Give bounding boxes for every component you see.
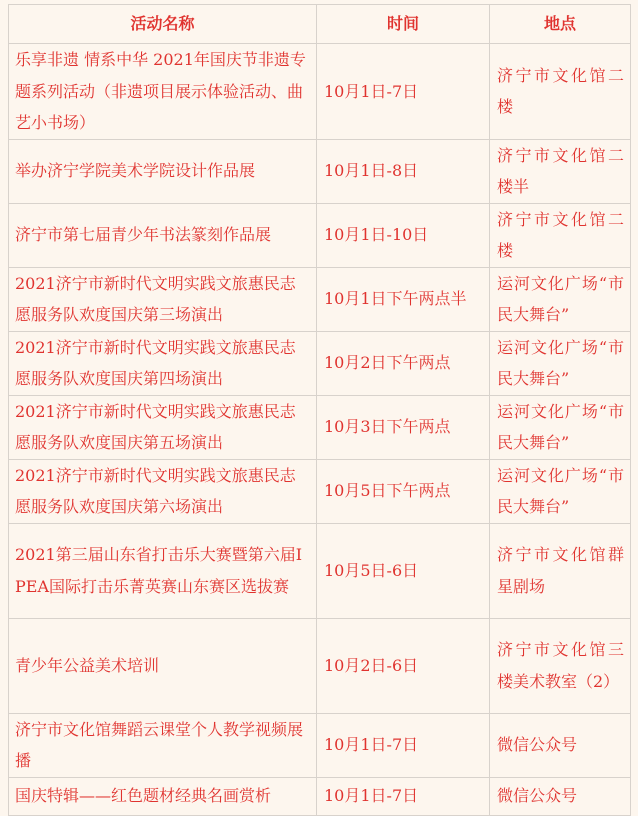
table-row [9, 139, 631, 203]
activity-time: 10月1日-7日 [317, 713, 490, 777]
table-row [9, 777, 631, 815]
activity-name: 乐享非遗 情系中华 2021年国庆节非遗专题系列活动（非遗项目展示体验活动、曲艺小书场） [9, 44, 317, 140]
activity-place: 运河文化广场“市民大舞台” [490, 267, 631, 331]
activity-time: 10月1日-8日 [317, 139, 490, 203]
activity-name: 2021济宁市新时代文明实践文旅惠民志愿服务队欢度国庆第四场演出 [9, 331, 317, 395]
activity-place: 运河文化广场“市民大舞台” [490, 331, 631, 395]
activity-name: 2021济宁市新时代文明实践文旅惠民志愿服务队欢度国庆第六场演出 [9, 459, 317, 523]
table-row [9, 44, 631, 140]
activity-time: 10月1日下午两点半 [317, 267, 490, 331]
table-row [9, 395, 631, 459]
activity-place: 济宁市文化馆二楼 [490, 203, 631, 267]
header-place: 地点 [490, 5, 631, 44]
table-row [9, 331, 631, 395]
header-name: 活动名称 [9, 5, 317, 44]
activity-name: 国庆特辑——红色题材经典名画赏析 [9, 777, 317, 815]
activity-name: 青少年公益美术培训 [9, 618, 317, 713]
activity-name: 举办济宁学院美术学院设计作品展 [9, 139, 317, 203]
header-row [9, 5, 631, 44]
activity-place: 济宁市文化馆群星剧场 [490, 523, 631, 618]
activity-place: 济宁市文化馆二楼 [490, 44, 631, 140]
activity-name: 2021济宁市新时代文明实践文旅惠民志愿服务队欢度国庆第三场演出 [9, 267, 317, 331]
table-row [9, 203, 631, 267]
activity-table [8, 4, 631, 816]
activity-time: 10月1日-10日 [317, 203, 490, 267]
activity-time: 10月2日下午两点 [317, 331, 490, 395]
table-row [9, 459, 631, 523]
table-row [9, 523, 631, 618]
activity-place: 运河文化广场“市民大舞台” [490, 395, 631, 459]
activity-time: 10月3日下午两点 [317, 395, 490, 459]
activity-place: 微信公众号 [490, 713, 631, 777]
activity-time: 10月2日-6日 [317, 618, 490, 713]
activity-place: 济宁市文化馆二楼半 [490, 139, 631, 203]
activity-name: 2021济宁市新时代文明实践文旅惠民志愿服务队欢度国庆第五场演出 [9, 395, 317, 459]
activity-time: 10月5日-6日 [317, 523, 490, 618]
activity-name: 济宁市文化馆舞蹈云课堂个人教学视频展播 [9, 713, 317, 777]
header-time: 时间 [317, 5, 490, 44]
table-row [9, 267, 631, 331]
activity-name: 2021第三届山东省打击乐大赛暨第六届IPEA国际打击乐菁英赛山东赛区选拔赛 [9, 523, 317, 618]
activity-time: 10月1日-7日 [317, 777, 490, 815]
activity-time: 10月1日-7日 [317, 44, 490, 140]
activity-time: 10月5日下午两点 [317, 459, 490, 523]
activity-place: 微信公众号 [490, 777, 631, 815]
table-row [9, 713, 631, 777]
activity-name: 济宁市第七届青少年书法篆刻作品展 [9, 203, 317, 267]
table-row [9, 618, 631, 713]
activity-place: 运河文化广场“市民大舞台” [490, 459, 631, 523]
activity-place: 济宁市文化馆三楼美术教室（2） [490, 618, 631, 713]
